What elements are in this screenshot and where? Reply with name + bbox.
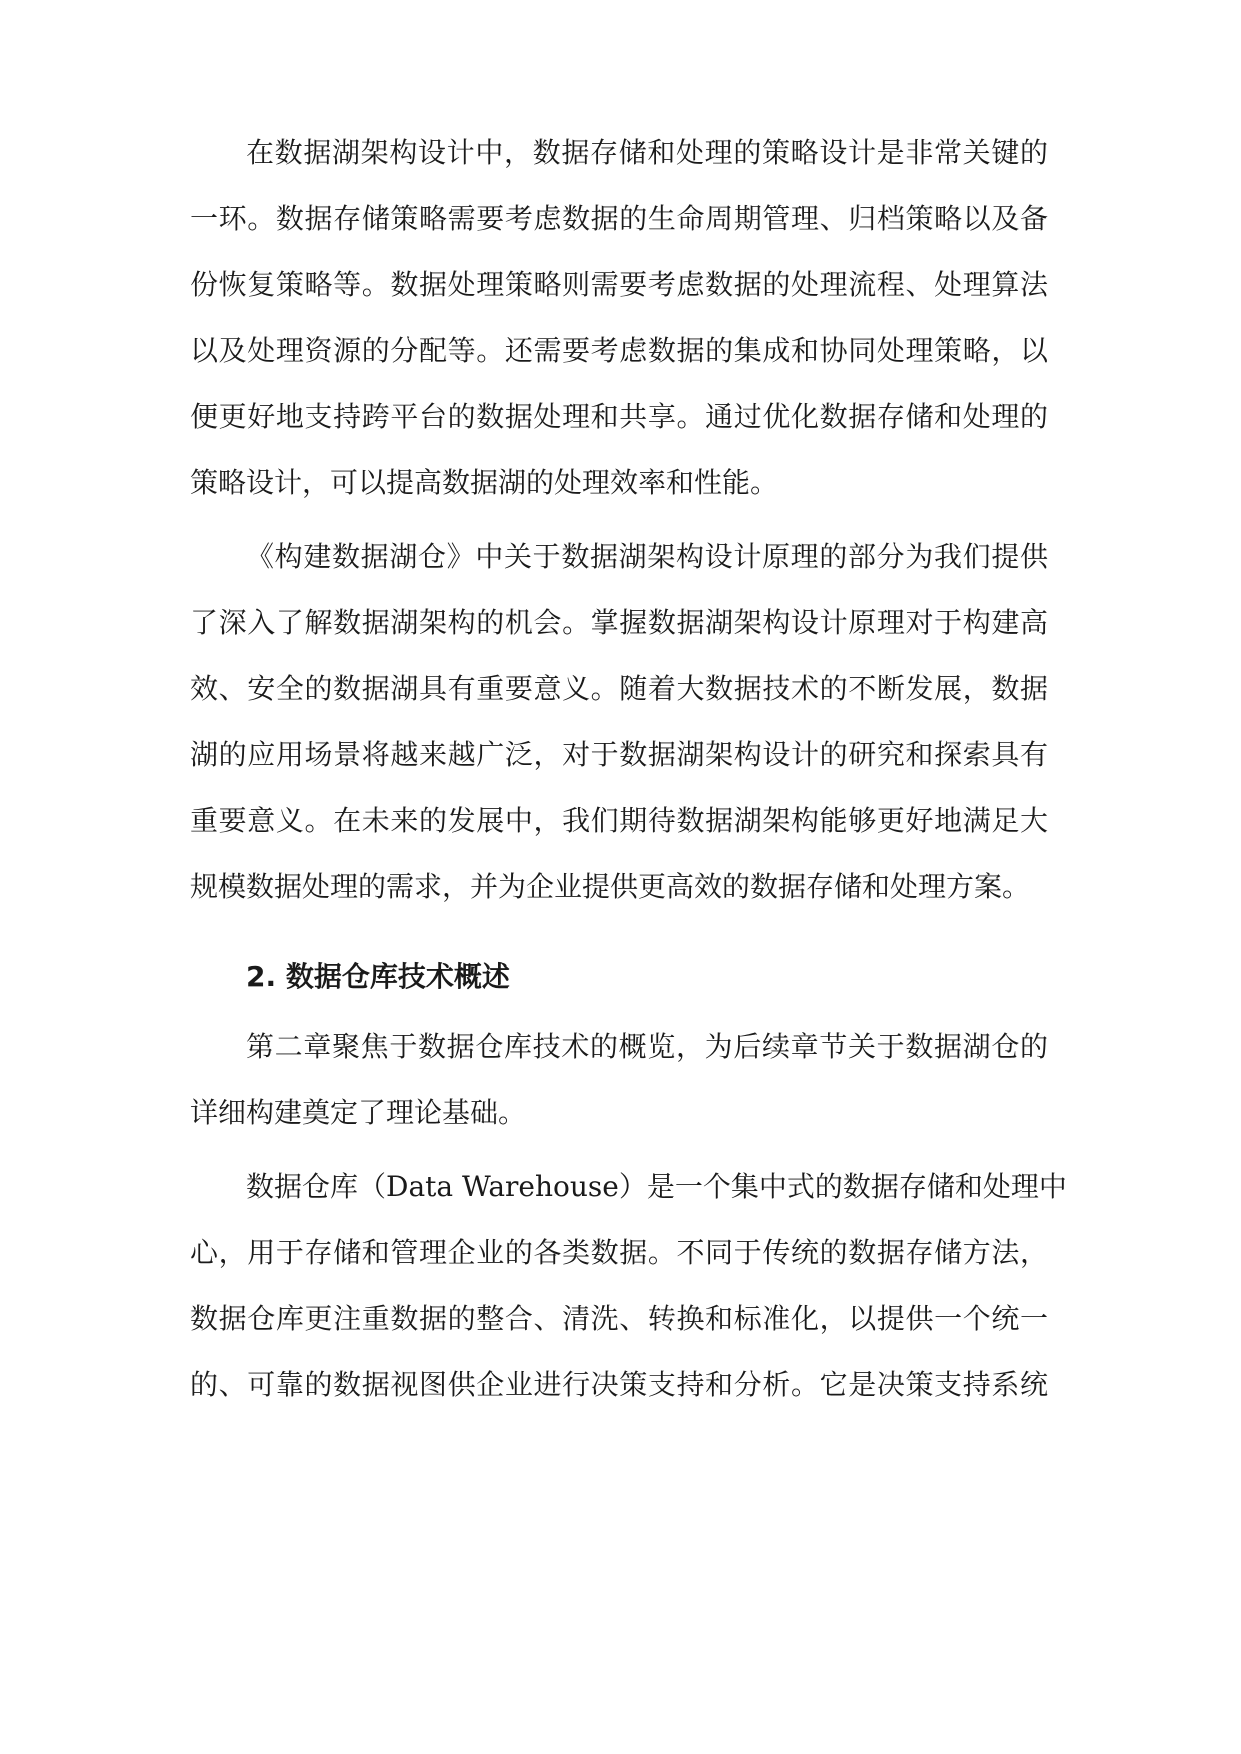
section-heading: 2. 数据仓库技术概述 bbox=[246, 960, 510, 993]
section-paragraph-2-line-4: 的、可靠的数据视图供企业进行决策支持和分析。它是决策支持系统 bbox=[190, 1368, 1048, 1401]
paragraph-1-line-2: 一环。数据存储策略需要考虑数据的生命周期管理、归档策略以及备 bbox=[190, 202, 1048, 235]
paragraph-2-line-3: 效、安全的数据湖具有重要意义。随着大数据技术的不断发展，数据 bbox=[190, 672, 1048, 705]
paragraph-2-line-4: 湖的应用场景将越来越广泛，对于数据湖架构设计的研究和探索具有 bbox=[190, 738, 1048, 771]
paragraph-1-line-1: 在数据湖架构设计中，数据存储和处理的策略设计是非常关键的 bbox=[246, 136, 1048, 169]
section-paragraph-1-line-1: 第二章聚焦于数据仓库技术的概览，为后续章节关于数据湖仓的 bbox=[246, 1030, 1048, 1063]
paragraph-1-line-5: 便更好地支持跨平台的数据处理和共享。通过优化数据存储和处理的 bbox=[190, 400, 1048, 433]
paragraph-1-line-3: 份恢复策略等。数据处理策略则需要考虑数据的处理流程、处理算法 bbox=[190, 268, 1048, 301]
paragraph-2-line-2: 了深入了解数据湖架构的机会。掌握数据湖架构设计原理对于构建高 bbox=[190, 606, 1048, 639]
paragraph-1-line-6: 策略设计，可以提高数据湖的处理效率和性能。 bbox=[190, 466, 779, 499]
section-paragraph-1-line-2: 详细构建奠定了理论基础。 bbox=[190, 1096, 527, 1129]
paragraph-2-line-5: 重要意义。在未来的发展中，我们期待数据湖架构能够更好地满足大 bbox=[190, 804, 1048, 837]
section-paragraph-2-line-3: 数据仓库更注重数据的整合、清洗、转换和标准化，以提供一个统一 bbox=[190, 1302, 1048, 1335]
paragraph-1-line-4: 以及处理资源的分配等。还需要考虑数据的集成和协同处理策略，以 bbox=[190, 334, 1048, 367]
section-paragraph-2-line-1: 数据仓库（Data Warehouse）是一个集中式的数据存储和处理中 bbox=[246, 1170, 1067, 1203]
paragraph-2-line-1: 《构建数据湖仓》中关于数据湖架构设计原理的部分为我们提供 bbox=[246, 540, 1048, 573]
paragraph-2-line-6: 规模数据处理的需求，并为企业提供更高效的数据存储和处理方案。 bbox=[190, 870, 1031, 903]
section-paragraph-2-line-2: 心，用于存储和管理企业的各类数据。不同于传统的数据存储方法， bbox=[190, 1236, 1048, 1269]
